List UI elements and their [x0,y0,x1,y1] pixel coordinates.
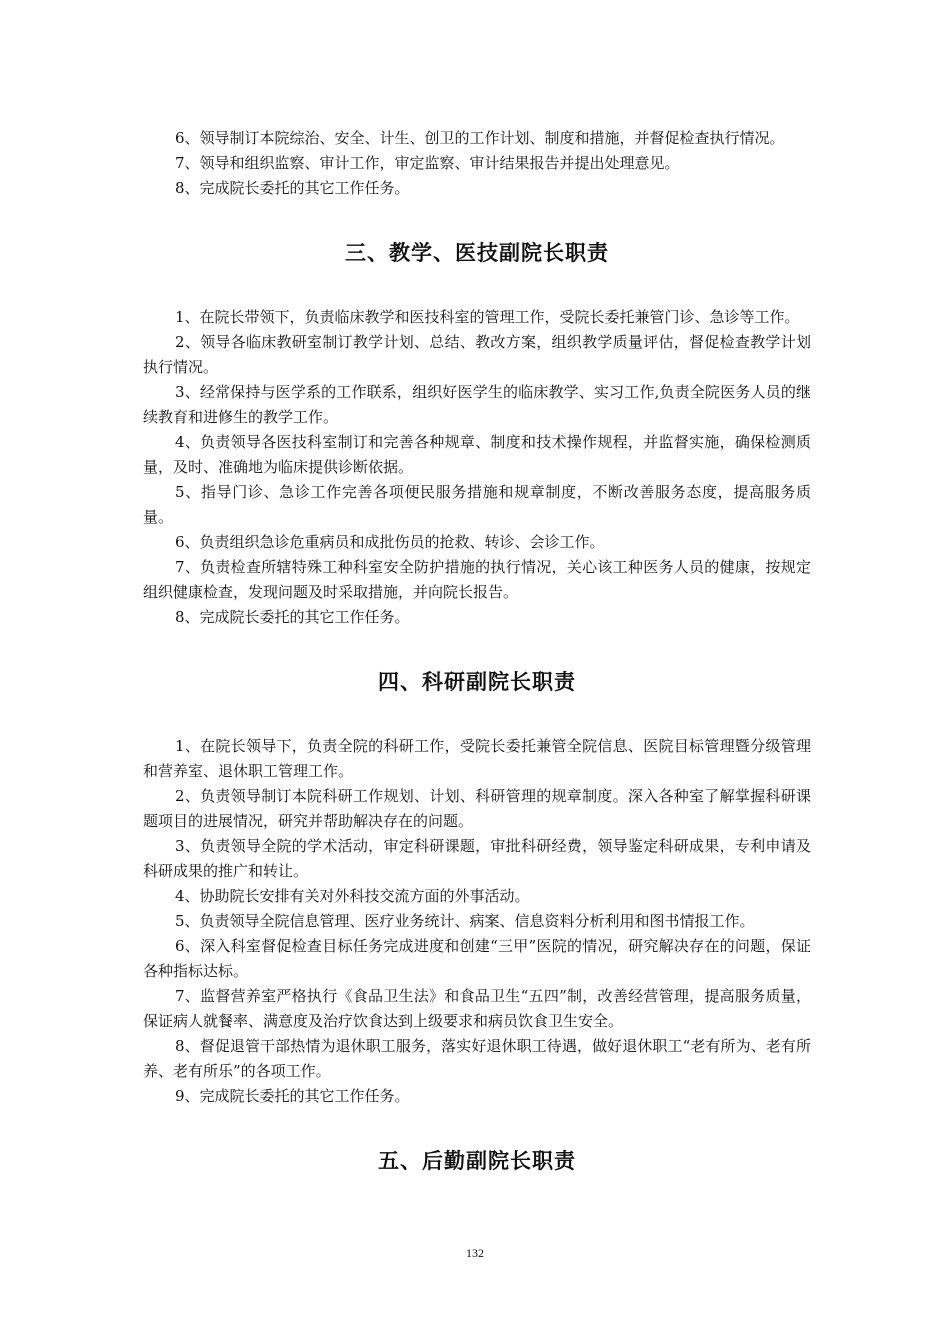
list-item: 8、督促退管干部热情为退休职工服务，落实好退休职工待遇，做好退休职工“老有所为、老有所养、老有所乐”的各项工作。 [143,1037,811,1080]
list-item: 2、负责领导制订本院科研工作规划、计划、科研管理的规章制度。深入各种室了解掌握科研课题项目的进展情况，研究并帮助解决存在的问题。 [143,787,811,830]
list-item: 4、负责领导各医技科室制订和完善各种规章、制度和技术操作规程，并监督实施，确保检测质量，及时、准确地为临床提供诊断依据。 [143,433,811,476]
list-item: 2、领导各临床教研室制订教学计划、总结、教改方案，组织教学质量评估，督促检查教学计划执行情况。 [143,333,811,376]
list-item: 7、负责检查所辖特殊工种科室安全防护措施的执行情况，关心该工种医务人员的健康，按规定组织健康检查，发现问题及时采取措施，并向院长报告。 [143,558,811,601]
section-heading: 四、科研副院长职责 [378,669,576,694]
document-content [143,126,811,1175]
section3-list [143,305,811,630]
page-number: 132 [466,1246,484,1260]
list-item: 5、负责领导全院信息管理、医疗业务统计、病案、信息资料分析利用和图书情报工作。 [175,912,755,930]
list-item: 7、领导和组织监察、审计工作，审定监察、审计结果报告并提出处理意见。 [175,154,680,172]
list-item: 6、领导制订本院综治、安全、计生、创卫的工作计划、制度和措施，并督促检查执行情况。 [175,129,785,147]
section-heading: 五、后勤副院长职责 [378,1148,576,1173]
list-item: 5、指导门诊、急诊工作完善各项便民服务措施和规章制度，不断改善服务态度，提高服务质量。 [143,483,811,526]
list-item: 8、完成院长委托的其它工作任务。 [175,179,410,197]
list-item: 6、负责组织急诊危重病员和成批伤员的抢救、转诊、会诊工作。 [175,533,605,551]
list-item: 6、深入科室督促检查目标任务完成进度和创建“三甲”医院的情况，研究解决存在的问题，保证各种指标达标。 [143,937,811,980]
list-item: 3、经常保持与医学系的工作联系，组织好医学生的临床教学、实习工作,负责全院医务人员的继续教育和进修生的教学工作。 [143,383,811,426]
list-item: 1、在院长领导下，负责全院的科研工作，受院长委托兼管全院信息、医院目标管理暨分级管理和营养室、退休职工管理工作。 [143,737,811,780]
list-item: 9、完成院长委托的其它工作任务。 [175,1087,410,1105]
list-item: 4、协助院长安排有关对外科技交流方面的外事活动。 [175,887,530,905]
list-item: 1、在院长带领下，负责临床教学和医技科室的管理工作，受院长委托兼管门诊、急诊等工作。 [175,308,800,326]
intro-list [143,126,811,201]
list-item: 8、完成院长委托的其它工作任务。 [175,608,410,626]
list-item: 7、监督营养室严格执行《食品卫生法》和食品卫生“五四”制，改善经营管理，提高服务质量，保证病人就餐率、满意度及治疗饮食达到上级要求和病员饮食卫生安全。 [143,987,811,1030]
section4-list [143,734,811,1109]
list-item: 3、负责领导全院的学术活动，审定科研课题，审批科研经费，领导鉴定科研成果，专利申请及科研成果的推广和转让。 [143,837,811,880]
section-heading: 三、教学、医技副院长职责 [345,240,609,265]
